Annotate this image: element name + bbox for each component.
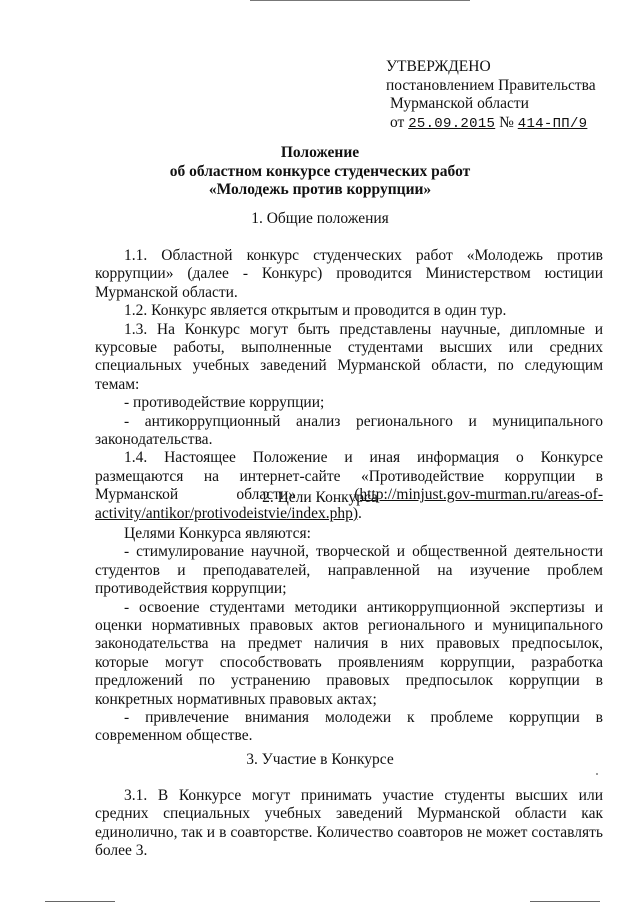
decree-date: 25.09.2015 [408, 115, 496, 132]
scan-top-line [250, 0, 470, 1]
section-3-heading: 3. Участие в Конкурсе [246, 751, 394, 768]
title-line-1: Положение [280, 144, 360, 161]
document-title [0, 144, 640, 200]
decree-number: 414-ПП/9 [517, 115, 588, 132]
goal-item-1: - стимулирование научной, творческой и общественной деятельности студентов и преподавателей, направленной на изучение проблем противодействия коррупции; [95, 543, 603, 598]
section-1-heading: 1. Общие положения [251, 210, 389, 227]
topic-item-2: - антикоррупционный анализ регионального и муниципального законодательства. [95, 412, 603, 449]
scan-bottom-line-left [45, 901, 115, 902]
scan-bottom-line-right [530, 901, 600, 902]
approval-date-line [386, 114, 596, 134]
approval-stamp [386, 58, 596, 133]
paragraph-1-3: 1.3. На Конкурс могут быть представлены научные, дипломные и курсовые работы, выполненные студентами высших или средних специальных учебных заведений Мурманской области, по следующим темам: [95, 320, 603, 393]
goal-item-2: - освоение студентами методики антикоррупционной экспертизы и оценки нормативных правовых актов регионального и муниципального законодательства на предмет наличия в них правовых предпосылок, которые могут способствовать проявлениям коррупции, разработка предложений по устранению правовых предпосылок коррупции в конкретных нормативных правовых актах; [95, 598, 603, 708]
paragraph-1-4 [95, 449, 603, 523]
paragraph-1-4-text: 1.4. Настоящее Положение и иная информация о Конкурсе размещаются на интернет-сайте «Противодействие коррупции в Мурманской области» [95, 449, 603, 504]
section-2-heading: 2. Цели Конкурса [262, 489, 378, 506]
goal-item-3: - привлечение внимания молодежи к проблеме коррупции в современном обществе. [95, 709, 603, 745]
number-prefix: № [499, 113, 514, 131]
paragraph-3-1: 3.1. В Конкурсе могут принимать участие студенты высших или средних специальных учебных заведений Мурманской области как единолично, так и в соавторстве. Количество соавторов не может составлять более 3. [95, 787, 603, 860]
approval-line-decree: постановлением Правительства [386, 76, 596, 94]
scan-speck [596, 773, 598, 775]
link-tail: . [358, 504, 362, 522]
paragraph-1-1: 1.1. Областной конкурс студенческих работ «Молодежь против коррупции» (далее - Конкурс) проводится Министерством юстиции Мурманской области. [95, 247, 603, 301]
approval-heading: УТВЕРЖДЕНО [386, 58, 491, 75]
title-line-3: «Молодежь против коррупции» [208, 181, 432, 198]
section-2-body [95, 525, 603, 746]
paragraph-1-2: 1.2. Конкурс является открытым и проводится в один тур. [124, 302, 507, 320]
section-1-body [95, 247, 603, 523]
website-link[interactable]: (http://minjust.gov-murman.ru/areas-of-activity/antikor/protivodeistvie/index.php) [95, 486, 603, 522]
goals-intro: Целями Конкурса являются: [124, 525, 311, 542]
title-line-2: об областном конкурсе студенческих работ [169, 162, 471, 180]
section-3-body [95, 787, 603, 861]
date-prefix: от [390, 113, 405, 131]
approval-line-region: Мурманской области [390, 95, 529, 112]
topic-item-1: - противодействие коррупции; [124, 394, 325, 412]
